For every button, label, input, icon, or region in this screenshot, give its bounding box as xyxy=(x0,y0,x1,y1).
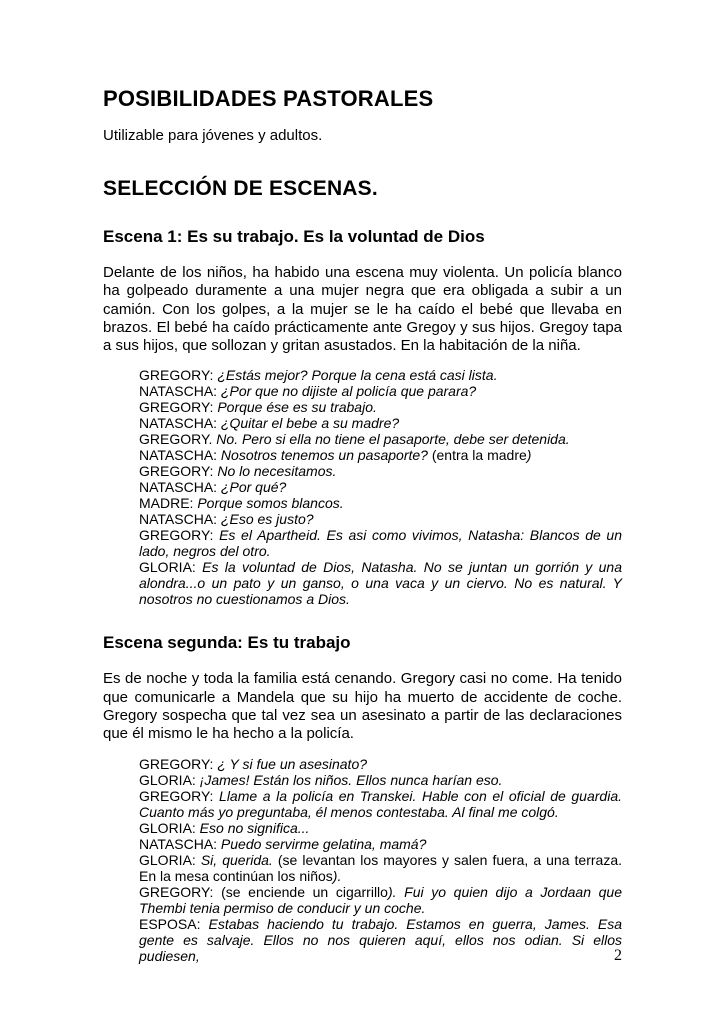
scene-description: Es de noche y toda la familia está cenando. Gregory casi no come. Ha tenido que comunicarle a Mandela que su hijo ha muerto de accidente de coche. Gregory sospecha que tal vez sea un asesinato a partir de las declaraciones que él mismo le ha hecho a la policía. xyxy=(103,670,622,743)
dialogue-text: ¡James! Están los niños. Ellos nunca harían eso. xyxy=(195,771,503,788)
dialogue-line xyxy=(139,788,622,820)
dialogue-line xyxy=(139,820,622,836)
dialogue-line xyxy=(139,559,622,607)
dialogue-text: No. Pero si ella no tiene el pasaporte, debe ser detenida. xyxy=(212,431,570,448)
dialogue-line xyxy=(139,495,622,511)
dialogue-text: Es la voluntad de Dios, Natasha. No se juntan un gorrión y una alondra...o un pato y un ganso, o una vaca y un ciervo. No es natural. Y nosotros no cuestionamos a Dios. xyxy=(139,559,622,608)
speaker-name: NATASCHA: xyxy=(139,415,218,432)
speaker-name: NATASCHA: xyxy=(139,511,218,528)
document-subtitle: Utilizable para jóvenes y adultos. xyxy=(103,127,323,144)
speaker-name: NATASCHA: xyxy=(139,383,218,400)
dialogue-text: Porque somos blancos. xyxy=(193,495,344,512)
dialogue-text: ¿ Y si fue un asesinato? xyxy=(213,755,368,772)
speaker-name: GLORIA: xyxy=(139,851,196,868)
speaker-name: GREGORY: xyxy=(139,463,214,480)
scene-block xyxy=(103,227,622,607)
speaker-name: GREGORY: xyxy=(139,527,214,544)
dialogue-text: Eso no significa... xyxy=(195,819,310,836)
scene-description: Delante de los niños, ha habido una escena muy violenta. Un policía blanco ha golpeado duramente a una mujer negra que era obligada a subir a un camión. Con los golpes, a la mujer se le ha caído el bebé que llevaba en brazos. El bebé ha caído prácticamente ante Gregoy y sus hijos. Gregoy tapa a sus hijos, que sollozan y gritan asustados. En la habitación de la niña. xyxy=(103,264,622,355)
dialogue-line xyxy=(139,383,622,399)
dialogue-line xyxy=(139,527,622,559)
dialogue-text: Nosotros tenemos un pasaporte? xyxy=(217,447,432,464)
speaker-name: NATASCHA: xyxy=(139,447,218,464)
speaker-name: MADRE: xyxy=(139,495,194,512)
dialogue-line xyxy=(139,772,622,788)
dialogue-line xyxy=(139,511,622,527)
stage-direction: (se levantan los mayores y salen fuera, a una terraza. En la mesa continúan los niños xyxy=(139,851,622,884)
scene-heading: Escena 1: Es su trabajo. Es la voluntad de Dios xyxy=(103,227,485,246)
stage-direction: (se enciende un cigarrillo xyxy=(213,883,388,900)
dialogue-text: ). xyxy=(332,867,342,884)
speaker-name: GREGORY: xyxy=(139,787,214,804)
speaker-name: NATASCHA: xyxy=(139,479,218,496)
dialogue-text: Es el Apartheid. Es asi como vivimos, Natasha: Blancos de un lado, negros del otro. xyxy=(139,527,622,560)
dialogue-line xyxy=(139,852,622,884)
dialogue-line xyxy=(139,367,622,383)
speaker-name: GREGORY: xyxy=(139,399,214,416)
dialogue-text: ¿Estás mejor? Porque la cena está casi lista. xyxy=(213,367,498,384)
dialogue-text: ¿Por qué? xyxy=(217,479,287,496)
dialogue-text: Puedo servirme gelatina, mamá? xyxy=(217,835,427,852)
speaker-name: GLORIA: xyxy=(139,559,196,576)
dialogue-block xyxy=(139,367,622,607)
dialogue-line xyxy=(139,447,622,463)
scenes-container xyxy=(103,227,622,964)
dialogue-text: No lo necesitamos. xyxy=(213,463,337,480)
selection-heading: SELECCIÓN DE ESCENAS. xyxy=(103,177,378,200)
dialogue-line xyxy=(139,916,622,964)
dialogue-line xyxy=(139,836,622,852)
speaker-name: GLORIA: xyxy=(139,819,196,836)
document-title: POSIBILIDADES PASTORALES xyxy=(103,86,434,111)
dialogue-line xyxy=(139,756,622,772)
page-number: 2 xyxy=(614,947,622,964)
scene-block xyxy=(103,633,622,963)
dialogue-text: ¿Por que no dijiste al policía que parara? xyxy=(217,383,477,400)
dialogue-text: Si, querida. xyxy=(195,851,278,868)
dialogue-block xyxy=(139,756,622,964)
dialogue-line xyxy=(139,415,622,431)
dialogue-text: ). Fui yo quien dijo a Jordaan que Thembi tenia permiso de conducir y un coche. xyxy=(139,883,622,916)
speaker-name: ESPOSA: xyxy=(139,915,201,932)
scene-heading: Escena segunda: Es tu trabajo xyxy=(103,633,351,653)
dialogue-line xyxy=(139,399,622,415)
speaker-name: GREGORY: xyxy=(139,883,214,900)
dialogue-text: Estabas haciendo tu trabajo. Estamos en guerra, James. Esa gente es salvaje. Ellos no nos quieren aquí, ellos nos odian. Si ellos pudiesen, xyxy=(139,915,622,964)
stage-direction: (entra la madre xyxy=(431,447,527,464)
dialogue-text: ¿Quitar el bebe a su madre? xyxy=(217,415,400,432)
dialogue-text: Llame a la policía en Transkei. Hable con el oficial de guardia. Cuanto más yo preguntaba, él menos contestaba. Al final me colgó. xyxy=(139,787,622,820)
speaker-name: GREGORY: xyxy=(139,367,214,384)
dialogue-text: ) xyxy=(526,447,532,464)
dialogue-line xyxy=(139,479,622,495)
dialogue-line xyxy=(139,431,622,447)
speaker-name: GLORIA: xyxy=(139,771,196,788)
dialogue-line xyxy=(139,463,622,479)
speaker-name: GREGORY: xyxy=(139,755,214,772)
speaker-name: NATASCHA: xyxy=(139,835,218,852)
speaker-name: GREGORY. xyxy=(139,431,213,448)
dialogue-line xyxy=(139,884,622,916)
dialogue-text: ¿Eso es justo? xyxy=(217,511,314,528)
dialogue-text: Porque ése es su trabajo. xyxy=(213,399,377,416)
